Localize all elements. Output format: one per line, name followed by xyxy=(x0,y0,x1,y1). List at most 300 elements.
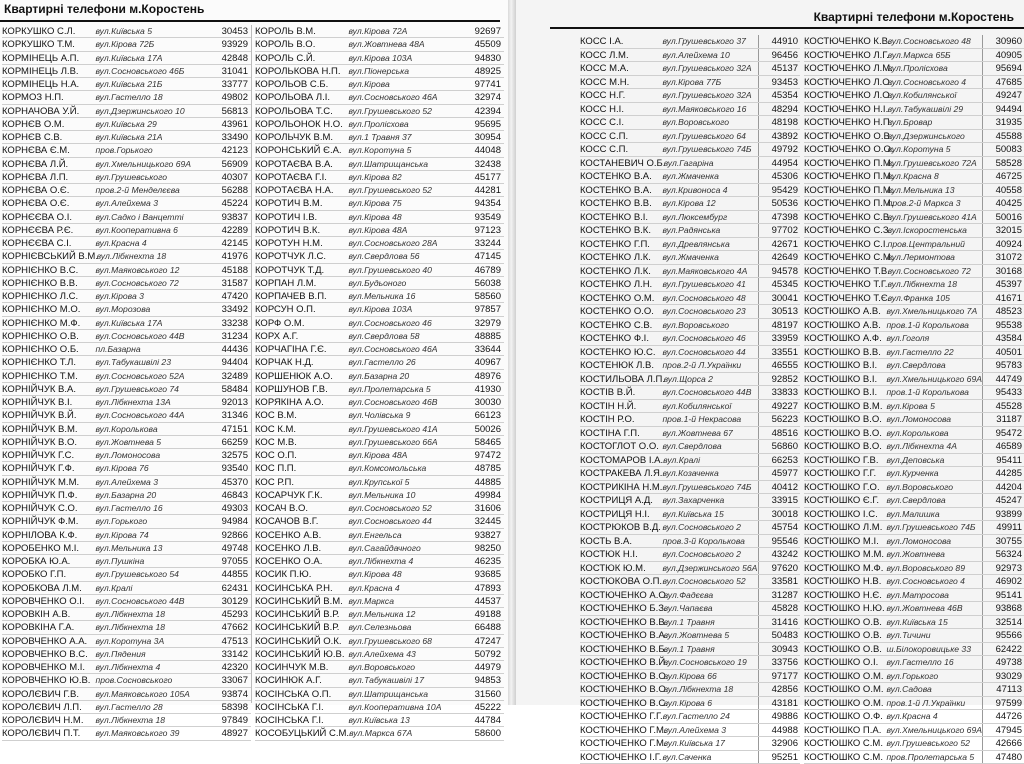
directory-entry xyxy=(2,158,251,171)
entry-name: КОСС С.П. xyxy=(580,130,662,143)
entry-address: вул.Ломоносова xyxy=(95,449,203,461)
entry-name: КОРМІНЕЦЬ А.П. xyxy=(2,52,95,64)
entry-phone: 42320 xyxy=(204,661,251,673)
directory-entry xyxy=(804,737,1024,751)
entry-phone: 44979 xyxy=(457,661,504,673)
entry-phone: 45177 xyxy=(457,171,504,183)
entry-name: КОРНІЙЧУК В.І. xyxy=(2,396,95,408)
entry-phone: 30018 xyxy=(758,508,800,521)
right-page xyxy=(516,0,1024,705)
entry-name: КОСАЧОВ В.Г. xyxy=(255,515,348,527)
directory-entry xyxy=(580,413,800,427)
entry-phone: 49984 xyxy=(457,489,504,501)
entry-phone: 44537 xyxy=(457,595,504,607)
entry-phone: 31072 xyxy=(982,251,1024,264)
entry-name: КОСТОГЛОТ О.О. xyxy=(580,440,662,453)
entry-phone: 94494 xyxy=(982,103,1024,116)
directory-entry xyxy=(2,25,251,38)
entry-address: вул.Сосновського 44А xyxy=(95,409,203,421)
directory-entry xyxy=(804,224,1024,238)
entry-address: вул.Радянська xyxy=(662,224,757,237)
directory-entry xyxy=(580,116,800,130)
directory-entry xyxy=(580,238,800,252)
directory-entry xyxy=(2,303,251,316)
entry-address: вул.Чапаєва xyxy=(664,602,759,615)
directory-entry xyxy=(2,131,251,144)
entry-name: КОСІНСЬКА О.П. xyxy=(255,688,348,700)
entry-phone: 95433 xyxy=(982,386,1024,399)
entry-address: вул.Жовтнева 48А xyxy=(348,38,456,50)
directory-entry xyxy=(804,130,1024,144)
entry-phone: 94830 xyxy=(457,52,504,64)
entry-name: КОРНЄВ О.М. xyxy=(2,118,95,130)
directory-entry xyxy=(2,595,251,608)
directory-entry xyxy=(255,356,504,369)
entry-name: КОСТІВ В.Й. xyxy=(580,386,662,399)
directory-entry xyxy=(2,621,251,634)
entry-name: КОСТЮЧЕНКО П.М. xyxy=(804,197,888,210)
directory-entry xyxy=(255,423,504,436)
entry-address: вул.Кірова 72А xyxy=(348,25,456,37)
entry-address: вул.Кірова 75 xyxy=(348,197,456,209)
directory-entry xyxy=(255,396,504,409)
entry-address: вул.Лібкнехта 18 xyxy=(95,621,203,633)
entry-phone: 32974 xyxy=(457,91,504,103)
entry-phone: 49188 xyxy=(457,608,504,620)
directory-entry xyxy=(2,52,251,65)
directory-entry xyxy=(255,25,504,38)
entry-name: КОСАЧ В.О. xyxy=(255,502,348,514)
entry-name: КОСТЮШКО Н.Є. xyxy=(804,589,886,602)
entry-phone: 33238 xyxy=(204,317,251,329)
directory-entry xyxy=(580,440,800,454)
entry-name: КОРНІЙЧУК Г.С. xyxy=(2,449,95,461)
entry-address: вул.Шатрищанська xyxy=(348,688,456,700)
entry-phone: 31346 xyxy=(204,409,251,421)
entry-name: КОРНІЄВСЬКИЙ В.М. xyxy=(2,250,97,262)
directory-entry xyxy=(2,648,251,661)
directory-entry xyxy=(804,89,1024,103)
entry-address: вул.Грушевського 32А xyxy=(662,89,757,102)
entry-name: КОСТЕНКО Ю.С. xyxy=(580,346,662,359)
entry-name: КОСТЮШКО М.М. xyxy=(804,548,886,561)
entry-address: вул.Кобилянської xyxy=(662,400,757,413)
entry-address: вул.Хмельницького 7А xyxy=(886,305,981,318)
entry-phone: 98250 xyxy=(457,542,504,554)
entry-address: вул.Грушевського 40 xyxy=(348,264,456,276)
entry-phone: 42394 xyxy=(457,105,504,117)
entry-phone: 50792 xyxy=(457,648,504,660)
entry-phone: 48294 xyxy=(758,103,800,116)
directory-column xyxy=(2,25,251,703)
entry-phone: 45224 xyxy=(204,197,251,209)
entry-name: КОРНІЄНКО В.В. xyxy=(2,277,95,289)
entry-address: вул.Табукашвілі 23 xyxy=(95,356,203,368)
entry-phone: 45354 xyxy=(758,89,800,102)
entry-address: вул.Хмельницького 69А xyxy=(95,158,203,170)
entry-name: КОСТЮЧЕНКО Т.Г. xyxy=(804,278,887,291)
entry-name: КОРОТАЄВА В.А. xyxy=(255,158,348,170)
entry-name: КОСЕНКО О.А. xyxy=(255,555,348,567)
directory-entry xyxy=(255,211,504,224)
entry-phone: 32445 xyxy=(457,515,504,527)
entry-address: вул.Маяковського 12 xyxy=(95,264,203,276)
entry-phone: 45345 xyxy=(758,278,800,291)
directory-entry xyxy=(580,319,800,333)
entry-phone: 47420 xyxy=(204,290,251,302)
entry-address: вул.Маяковського 16 xyxy=(662,103,757,116)
entry-name: КОРОЛЬ В.О. xyxy=(255,38,348,50)
entry-phone: 95538 xyxy=(982,319,1024,332)
directory-entry xyxy=(580,575,800,589)
entry-address: вул.Садова xyxy=(886,683,981,696)
entry-phone: 46555 xyxy=(758,359,800,372)
entry-name: КОСТЮШКО Є.Г. xyxy=(804,494,886,507)
entry-phone: 62422 xyxy=(982,643,1024,656)
entry-name: КОСТЮШКО М.Ф. xyxy=(804,562,886,575)
entry-name: КОРОЛЬЧУК В.М. xyxy=(255,131,348,143)
entry-name: КОС М.В. xyxy=(255,436,348,448)
entry-name: КОСС М.А. xyxy=(580,62,662,75)
entry-phone: 45293 xyxy=(204,608,251,620)
entry-name: КОСИНСЬКИЙ О.К. xyxy=(255,635,348,647)
entry-name: КОСТЮШКО О.В. xyxy=(804,643,886,656)
entry-phone: 30954 xyxy=(457,131,504,143)
directory-entry xyxy=(580,170,800,184)
directory-entry xyxy=(255,582,504,595)
entry-name: КОСТЮК Ю.М. xyxy=(580,562,662,575)
entry-phone: 44048 xyxy=(457,144,504,156)
book-gutter xyxy=(508,0,516,705)
entry-name: КОСТЕНКО В.К. xyxy=(580,224,662,237)
entry-name: КОСТЮШКО В.І. xyxy=(804,386,886,399)
directory-entry xyxy=(804,278,1024,292)
directory-entry xyxy=(580,346,800,360)
entry-phone: 48523 xyxy=(982,305,1024,318)
entry-name: КОРНІЙЧУК С.О. xyxy=(2,502,95,514)
directory-entry xyxy=(2,727,251,740)
entry-address: вул.Будьоного xyxy=(348,277,456,289)
entry-address: вул.Грушевського 52 xyxy=(348,105,456,117)
entry-name: КОС К.М. xyxy=(255,423,348,435)
entry-name: КОС Р.П. xyxy=(255,476,348,488)
entry-address: вул.Київська 15 xyxy=(662,508,757,521)
entry-name: КОРНІЙЧУК В.О. xyxy=(2,436,95,448)
directory-entry xyxy=(580,278,800,292)
entry-phone: 47398 xyxy=(758,211,800,224)
entry-name: КОСТИЛЬОВА Л.П. xyxy=(580,373,664,386)
directory-entry xyxy=(804,521,1024,535)
entry-name: КОРНІЙЧУК М.М. xyxy=(2,476,95,488)
directory-entry xyxy=(255,330,504,343)
entry-phone: 47513 xyxy=(204,635,251,647)
entry-name: КОСТІН Р.О. xyxy=(580,413,662,426)
entry-phone: 50483 xyxy=(758,629,800,642)
entry-phone: 47145 xyxy=(457,250,504,262)
entry-phone: 42289 xyxy=(204,224,251,236)
entry-phone: 41976 xyxy=(204,250,251,262)
entry-phone: 30168 xyxy=(982,265,1024,278)
directory-entry xyxy=(580,656,800,670)
entry-address: вул.Сосновського 46 xyxy=(662,332,757,345)
entry-phone: 97702 xyxy=(758,224,800,237)
entry-name: КОРОТАЄВА Г.І. xyxy=(255,171,348,183)
directory-entry xyxy=(804,170,1024,184)
entry-name: КОРОБКО Г.П. xyxy=(2,568,95,580)
entry-phone: 43961 xyxy=(204,118,251,130)
entry-name: КОСС І.А. xyxy=(580,35,662,48)
entry-address: вул.Ломоносова xyxy=(886,535,981,548)
entry-address: вул.Кірова 3 xyxy=(95,290,203,302)
entry-name: КОСИНСЬКИЙ Ю.В. xyxy=(255,648,348,660)
entry-phone: 66123 xyxy=(457,409,504,421)
entry-address: вул.Київська 5 xyxy=(95,25,203,37)
directory-entry xyxy=(804,656,1024,670)
entry-name: КОСТЮЧЕНКО Л.Г. xyxy=(804,49,888,62)
entry-name: КОСТЮЧЕНКО Г.М. xyxy=(580,737,664,750)
entry-name: КОРНІЙЧУК П.Ф. xyxy=(2,489,95,501)
entry-phone: 66259 xyxy=(204,436,251,448)
entry-phone: 92697 xyxy=(457,25,504,37)
directory-entry xyxy=(255,105,504,118)
entry-address: вул.Пролісхова xyxy=(888,62,983,75)
entry-name: КОС О.П. xyxy=(255,449,348,461)
entry-name: КОРПАН Л.М. xyxy=(255,277,348,289)
directory-entry xyxy=(255,184,504,197)
entry-name: КОСТЮЧЕНКО В.О. xyxy=(580,683,664,696)
directory-entry xyxy=(255,648,504,661)
entry-phone: 30960 xyxy=(982,35,1024,48)
entry-phone: 46843 xyxy=(204,489,251,501)
entry-name: КОРНІЄНКО О.Б. xyxy=(2,343,95,355)
entry-address: вул.Дзержинського 56А xyxy=(662,562,757,575)
entry-address: вул.Кооперативна 6 xyxy=(95,224,203,236)
entry-address: вул.Кірова 82 xyxy=(348,171,456,183)
entry-address: вул.Мельника 12 xyxy=(348,608,456,620)
entry-address: вул.Лібкнехта 4А xyxy=(886,440,981,453)
directory-entry xyxy=(255,661,504,674)
entry-name: КОРМОЗ Н.П. xyxy=(2,91,95,103)
entry-name: КОСТРИЦЯ А.Д. xyxy=(580,494,662,507)
entry-name: КОРОВЧЕНКО А.А. xyxy=(2,635,95,647)
entry-address: вул.Гоголя xyxy=(886,332,981,345)
entry-name: КОСТЮШКО А.Ф. xyxy=(804,332,886,345)
directory-entry xyxy=(2,542,251,555)
entry-phone: 32015 xyxy=(982,224,1024,237)
entry-name: КОРОЛЬОНОК Н.О. xyxy=(255,118,348,130)
directory-entry xyxy=(255,714,504,727)
entry-address: вул.Грушевського 41А xyxy=(888,211,983,224)
entry-name: КОСТЮК Н.І. xyxy=(580,548,662,561)
entry-name: КОРМІНЕЦЬ Л.В. xyxy=(2,65,95,77)
directory-entry xyxy=(255,542,504,555)
entry-phone: 49792 xyxy=(758,143,800,156)
entry-phone: 46902 xyxy=(982,575,1024,588)
entry-address: вул.Грушевського 66А xyxy=(348,436,456,448)
entry-address: вул.Коротуна 3А xyxy=(95,635,203,647)
entry-address: вул.Пролетарська 5 xyxy=(348,383,456,395)
directory-entry xyxy=(580,265,800,279)
entry-name: КОСТЕНКО О.О. xyxy=(580,305,662,318)
entry-address: вул.Алейхема 10 xyxy=(662,49,757,62)
entry-phone: 97177 xyxy=(758,670,800,683)
entry-name: КОСТЕНЮК Л.В. xyxy=(580,359,662,372)
entry-address: вул.Гастелло 16 xyxy=(886,656,981,669)
entry-address: вул.Лібкнехта 18 xyxy=(97,250,204,262)
entry-address: вул.Королькова xyxy=(95,423,203,435)
directory-entry xyxy=(255,78,504,91)
entry-name: КОСТЮШКО В.І. xyxy=(804,373,886,386)
entry-phone: 97123 xyxy=(457,224,504,236)
entry-address: вул.Франка 105 xyxy=(888,292,983,305)
entry-phone: 32438 xyxy=(457,158,504,170)
entry-address: вул.Свердлова 56 xyxy=(348,250,456,262)
entry-name: КОСТЮШКО О.М. xyxy=(804,683,886,696)
entry-phone: 48197 xyxy=(758,319,800,332)
entry-address: вул.Щорса 2 xyxy=(664,373,759,386)
entry-name: КОСТЮШКО Л.М. xyxy=(804,521,886,534)
entry-phone: 62431 xyxy=(204,582,251,594)
entry-address: вул.Маркса 65Б xyxy=(888,49,983,62)
entry-phone: 44988 xyxy=(758,724,800,737)
entry-address: вул.Сосновського 19 xyxy=(664,656,759,669)
entry-address: вул.Хмельницького 69А xyxy=(886,724,982,737)
entry-name: КОСТЬ В.А. xyxy=(580,535,662,548)
entry-address: вул.Грушевського 41А xyxy=(348,423,456,435)
entry-name: КОСТЮЧЕНКО А.О. xyxy=(580,589,664,602)
directory-entry xyxy=(580,76,800,90)
entry-address: вул.Красна 4 xyxy=(886,710,981,723)
entry-name: КОСТЮЧЕНКО Т.Є. xyxy=(804,292,888,305)
entry-phone: 45370 xyxy=(204,476,251,488)
entry-address: вул.Алейхема 3 xyxy=(95,476,203,488)
directory-entry xyxy=(255,701,504,714)
entry-address: вул.Селезньова xyxy=(348,621,456,633)
entry-name: КОРШЕНЮК А.О. xyxy=(255,370,348,382)
directory-entry xyxy=(255,237,504,250)
directory-entry xyxy=(580,751,800,764)
entry-name: КОСС Н.Г. xyxy=(580,89,662,102)
entry-name: КОСТЮЧЕНКО О.О. xyxy=(804,143,888,156)
directory-entry xyxy=(255,727,504,740)
page-header: Квартирні телефони м.Коростень xyxy=(4,2,204,16)
entry-phone: 48785 xyxy=(457,462,504,474)
entry-address: вул.Грушевського 74 xyxy=(95,383,203,395)
directory-entry xyxy=(2,423,251,436)
header-rule xyxy=(550,27,1024,29)
entry-phone: 33756 xyxy=(758,656,800,669)
entry-name: КОСТЮЧЕНКО П.М. xyxy=(804,170,888,183)
entry-phone: 40924 xyxy=(982,238,1024,251)
directory-column xyxy=(804,35,1024,705)
entry-name: КОСТОМАРОВ І.А. xyxy=(580,454,663,467)
entry-phone: 48516 xyxy=(758,427,800,440)
entry-phone: 49802 xyxy=(204,91,251,103)
entry-address: пров.2-й Маркса 3 xyxy=(888,197,983,210)
entry-phone: 49886 xyxy=(758,710,800,723)
directory-entry xyxy=(580,197,800,211)
directory-entry xyxy=(2,78,251,91)
entry-address: пров.Пролетарська 5 xyxy=(886,751,981,764)
entry-phone: 33777 xyxy=(204,78,251,90)
directory-entry xyxy=(2,370,251,383)
entry-address: вул.Древлянська xyxy=(662,238,757,251)
directory-entry xyxy=(2,449,251,462)
right-columns xyxy=(580,35,1024,705)
directory-entry xyxy=(2,502,251,515)
entry-address: вул.Кірова 103А xyxy=(348,303,456,315)
entry-phone: 93685 xyxy=(457,568,504,580)
entry-name: КОСТЮШКО О.М. xyxy=(804,697,886,710)
entry-address: вул.Гастелло 16 xyxy=(95,502,203,514)
directory-entry xyxy=(804,575,1024,589)
entry-phone: 31560 xyxy=(457,688,504,700)
entry-phone: 46725 xyxy=(982,170,1024,183)
entry-name: КОСТЮШКО Г.Г. xyxy=(804,467,886,480)
entry-name: КОСС Н.І. xyxy=(580,103,662,116)
directory-entry xyxy=(804,562,1024,576)
entry-name: КОСТЮЧЕНКО Г.М. xyxy=(580,724,664,737)
directory-entry xyxy=(2,264,251,277)
entry-phone: 47662 xyxy=(204,621,251,633)
entry-phone: 95695 xyxy=(457,118,504,130)
entry-name: КОСТЮЧЕНКО Н.І. xyxy=(804,103,888,116)
entry-phone: 43584 xyxy=(982,332,1024,345)
directory-entry xyxy=(580,157,800,171)
entry-phone: 40905 xyxy=(982,49,1024,62)
directory-entry xyxy=(580,386,800,400)
directory-entry xyxy=(255,370,504,383)
directory-entry xyxy=(804,332,1024,346)
directory-column xyxy=(580,35,800,705)
entry-name: КОСТЮШКО В.О. xyxy=(804,413,886,426)
entry-phone: 45397 xyxy=(982,278,1024,291)
directory-entry xyxy=(255,449,504,462)
entry-name: КОСТЮШКО О.Ф. xyxy=(804,710,886,723)
directory-entry xyxy=(804,683,1024,697)
entry-address: ш.Білокоровицьке 33 xyxy=(886,643,981,656)
entry-name: КОСТЮЧЕНКО В.О. xyxy=(580,670,664,683)
entry-phone: 95472 xyxy=(982,427,1024,440)
entry-address: вул.Маркса 67А xyxy=(349,727,457,739)
directory-entry xyxy=(255,674,504,687)
entry-phone: 97849 xyxy=(204,714,251,726)
entry-address: пров.Сосновського xyxy=(95,674,203,686)
entry-phone: 93029 xyxy=(982,670,1024,683)
entry-address: вул.Мельника 10 xyxy=(348,489,456,501)
directory-entry xyxy=(804,76,1024,90)
entry-name: КОСТЮЧЕНКО Л.О. xyxy=(804,89,888,102)
entry-address: вул.Свердлова xyxy=(886,359,981,372)
entry-name: КОРОЛЄВИЧ П.Т. xyxy=(2,727,95,739)
entry-phone: 44285 xyxy=(982,467,1024,480)
entry-address: вул.Пушкіна xyxy=(95,555,203,567)
entry-address: вул.Коротуна 5 xyxy=(348,144,456,156)
entry-phone: 56909 xyxy=(204,158,251,170)
entry-address: вул.Воровського xyxy=(348,661,456,673)
entry-phone: 44436 xyxy=(204,343,251,355)
entry-phone: 43181 xyxy=(758,697,800,710)
entry-phone: 45306 xyxy=(758,170,800,183)
entry-address: пров.1-й Л.Українки xyxy=(886,697,981,710)
directory-entry xyxy=(580,562,800,576)
directory-entry xyxy=(2,476,251,489)
entry-address: вул.Кооперативна 10А xyxy=(348,701,456,713)
entry-name: КОСТЮЧЕНКО Б.З. xyxy=(580,602,664,615)
directory-entry xyxy=(580,643,800,657)
directory-entry xyxy=(804,751,1024,764)
directory-entry xyxy=(2,237,251,250)
